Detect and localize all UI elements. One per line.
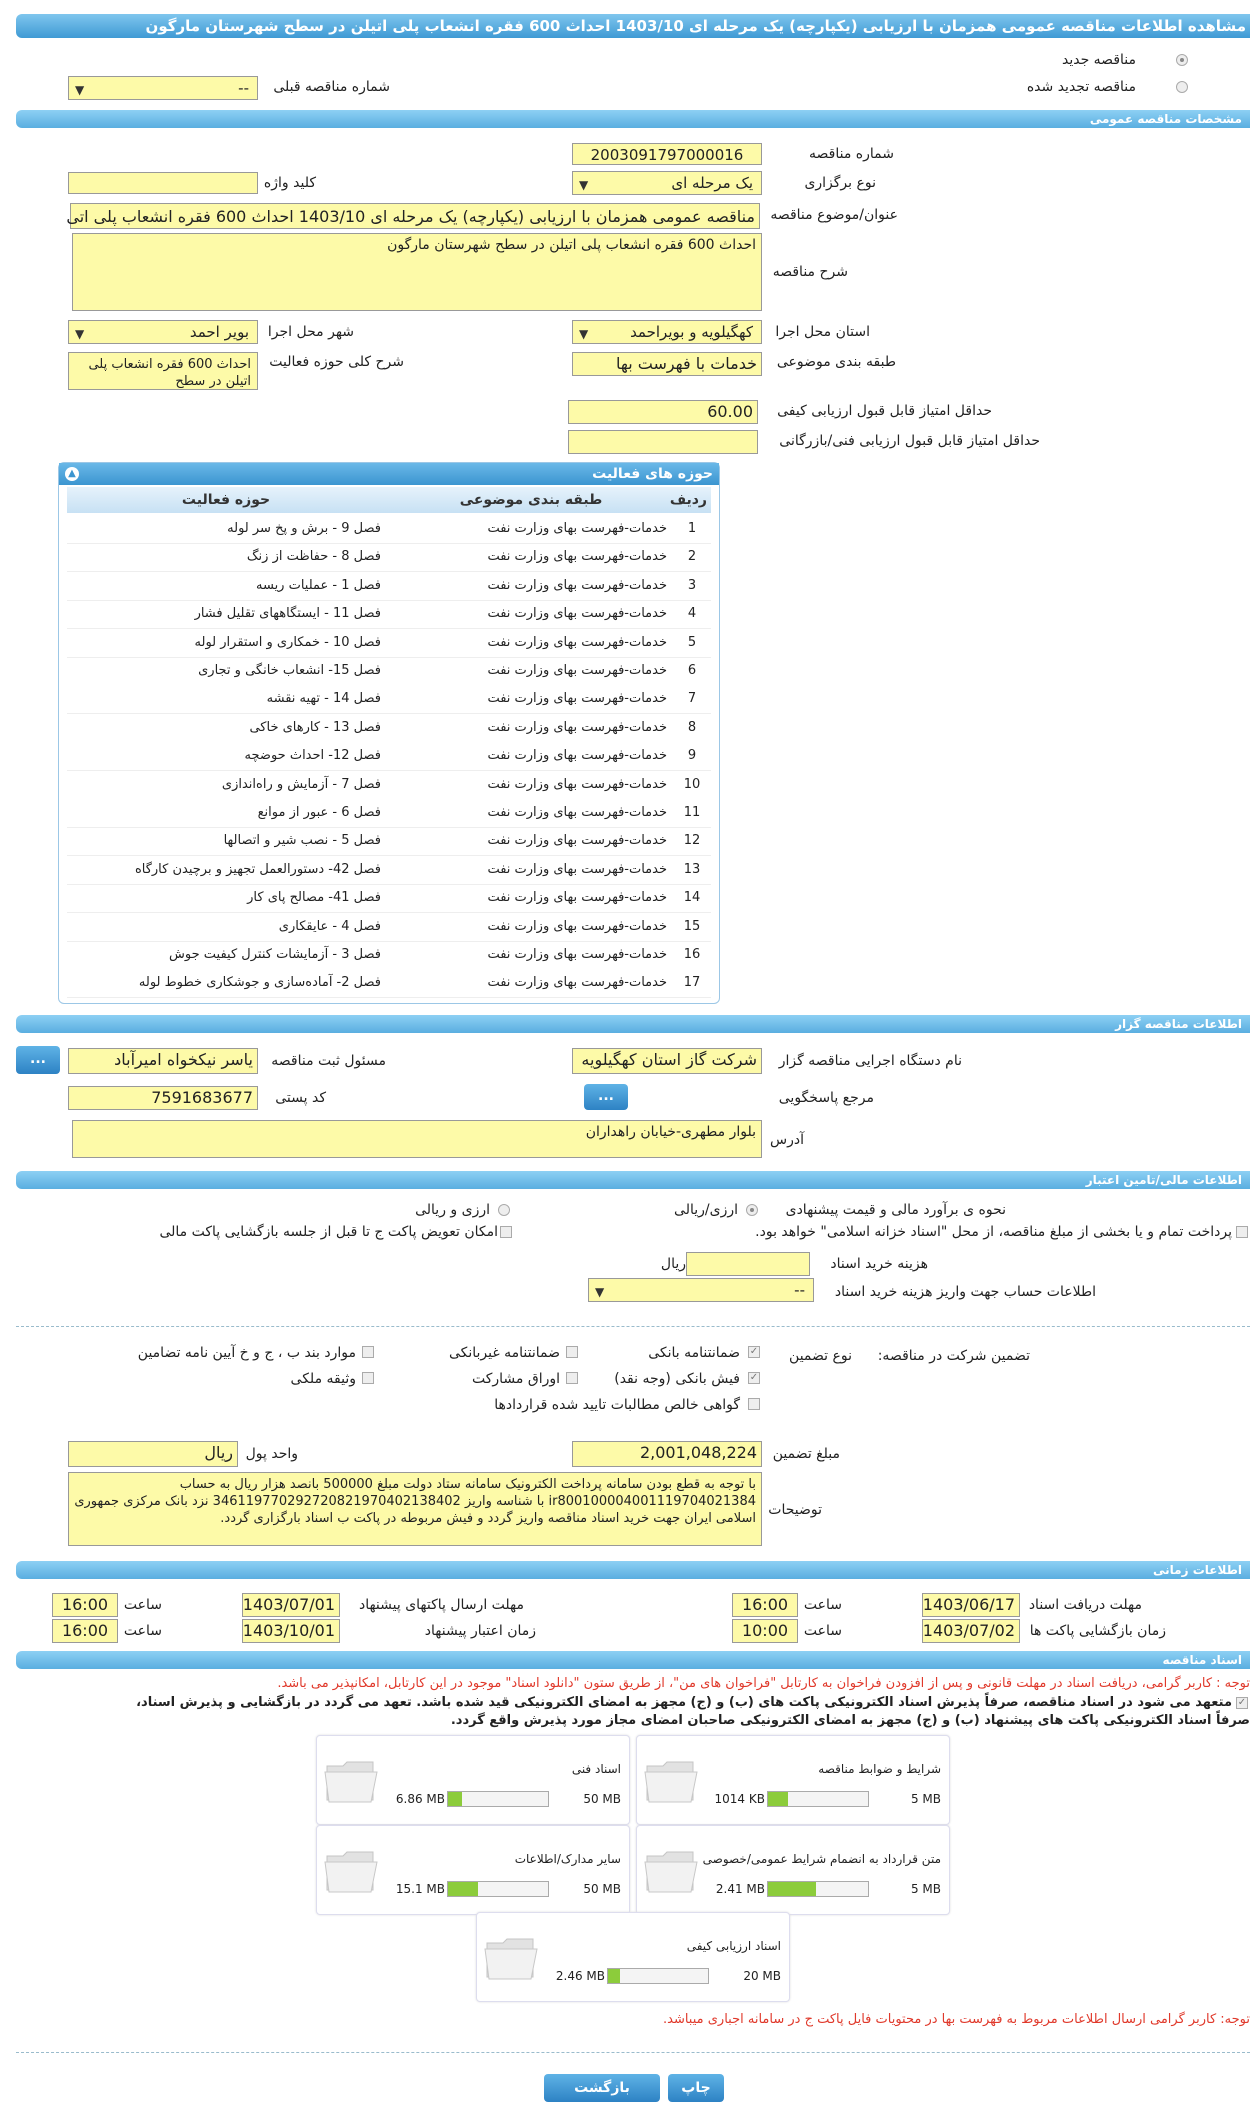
- row-category: خدمات-فهرست بهای وزارت نفت: [487, 776, 667, 792]
- back-button[interactable]: بازگشت: [544, 2074, 660, 2102]
- row-number: 2: [687, 549, 697, 565]
- amount-label: مبلغ تضمین: [772, 1446, 840, 1462]
- table-row: [67, 941, 711, 970]
- renewed-tender-radio[interactable]: [1176, 81, 1188, 93]
- new-tender-label: مناقصه جدید: [1061, 52, 1136, 68]
- doc-file-name: شرایط و ضوابط مناقصه: [818, 1762, 941, 1776]
- activity-grid-header: حوزه های فعالیت ▲: [59, 463, 719, 485]
- doc-file-max-size: 50 MB: [583, 1882, 621, 1896]
- chevron-down-icon: ▼: [75, 327, 85, 341]
- row-scope: فصل 42- دستورالعمل تجهیز و برچیدن کارگاه: [134, 861, 381, 877]
- table-row: [67, 969, 711, 998]
- subject-field[interactable]: مناقصه عمومی همزمان با ارزیابی (یکپارچه) یک مرحله ای 1403/10 احداث 600 فقره انشعاب پلی اتی: [70, 203, 760, 229]
- row-category: خدمات-فهرست بهای وزارت نفت: [487, 918, 667, 934]
- receive-date-field: 1403/06/17: [922, 1593, 1020, 1617]
- subject-label: عنوان/موضوع مناقصه: [770, 207, 898, 223]
- registrar-label: مسئول ثبت مناقصه: [271, 1053, 386, 1069]
- submit-label: مهلت ارسال پاکتهای پیشنهاد: [358, 1597, 524, 1613]
- g-cash-label: فیش بانکی (وجه نقد): [614, 1371, 740, 1387]
- row-number: 11: [683, 805, 701, 820]
- doc-file-progress: [767, 1881, 869, 1897]
- section-time: اطلاعات زمانی: [16, 1561, 1250, 1579]
- table-row: [67, 799, 711, 828]
- doc-file-name: اسناد ارزیابی کیفی: [686, 1939, 781, 1953]
- ref-lookup-button[interactable]: ...: [584, 1084, 628, 1110]
- g-claims-checkbox: [748, 1398, 760, 1410]
- row-number: 12: [683, 833, 701, 849]
- table-row: [67, 657, 711, 686]
- doc-file-card[interactable]: [636, 1735, 950, 1825]
- prev-number-select[interactable]: -- ▼: [68, 76, 258, 100]
- submit-time-field: 16:00: [52, 1593, 118, 1617]
- docs-note-1: توجه : کاربر گرامی، دریافت اسناد در مهلت قانونی و پس از افزودن فراخوان به کارتابل "فراخوان های من"، از طریق ستون "دانلود اسناد" موجود در این کارتابل، امکانپذیر می باشد.: [277, 1676, 1250, 1691]
- scope-label: شرح کلی حوزه فعالیت: [269, 354, 404, 370]
- section-organizer: اطلاعات مناقصه گزار: [16, 1015, 1250, 1033]
- row-category: خدمات-فهرست بهای وزارت نفت: [487, 606, 667, 622]
- docs-note-2: توجه: کاربر گرامی ارسال اطلاعات مربوط به فهرست بها در محتویات فایل پاکت ج در سامانه اجباری میباشد.: [663, 2012, 1250, 2027]
- row-number: 10: [683, 776, 701, 792]
- estimate-rial-radio[interactable]: [746, 1204, 758, 1216]
- table-row: [67, 572, 711, 601]
- row-number: 9: [687, 748, 697, 764]
- col-scope: حوزه فعالیت: [181, 492, 271, 508]
- swap-text: امکان تعویض پاکت ج تا قبل از جلسه بازگشایی پاکت مالی: [159, 1224, 498, 1240]
- city-label: شهر محل اجرا: [267, 324, 354, 340]
- doc-file-size: 1014 KB: [714, 1792, 765, 1806]
- row-category: خدمات-فهرست بهای وزارت نفت: [487, 805, 667, 820]
- g-bank-checkbox: ✓: [749, 1346, 759, 1357]
- min-quality-field: 60.00: [568, 400, 758, 424]
- commit-text-1: متعهد می شود در اسناد مناقصه، صرفاً پذیرش اسناد الکترونیکی پاکت های (ب) و (ج) مجهز به امضای الکترونیکی قید شده باشد. تعهد می گردد در بازگشایی و پذیرش اسناد،: [136, 1695, 1232, 1710]
- keyword-label: کلید واژه: [263, 175, 316, 191]
- folder-icon: [323, 1754, 379, 1806]
- folder-icon: [483, 1931, 539, 1983]
- treasury-checkbox[interactable]: [1236, 1226, 1248, 1238]
- doc-file-card[interactable]: [636, 1825, 950, 1915]
- row-number: 8: [687, 719, 697, 735]
- receive-time-field: 16:00: [732, 1593, 798, 1617]
- prev-number-label: شماره مناقصه قبلی: [273, 79, 390, 95]
- registrar-field: یاسر نیکخواه امیرآباد: [68, 1048, 258, 1074]
- keyword-field[interactable]: [68, 172, 258, 194]
- registrar-lookup-button[interactable]: ...: [16, 1046, 60, 1074]
- chevron-down-icon: ▼: [595, 1285, 605, 1299]
- doc-cost-field: [686, 1252, 810, 1276]
- min-tech-field: [568, 430, 758, 454]
- category-label: طبقه بندی موضوعی: [776, 354, 896, 370]
- valid-label: زمان اعتبار پیشنهاد: [424, 1623, 536, 1639]
- row-category: خدمات-فهرست بهای وزارت نفت: [487, 719, 667, 735]
- swap-checkbox[interactable]: [500, 1226, 512, 1238]
- col-row: ردیف: [669, 492, 707, 508]
- page-title: مشاهده اطلاعات مناقصه عمومی همزمان با ارزیابی (یکپارچه) یک مرحله ای 1403/10 احداث 600 فقره انشعاب پلی اتیلن در سطح شهرستان مارگون: [16, 14, 1250, 38]
- open-time-label: ساعت: [803, 1623, 842, 1639]
- doc-file-card[interactable]: [316, 1825, 630, 1915]
- table-row: [67, 629, 711, 658]
- g-property-checkbox: [362, 1372, 374, 1384]
- valid-date-field: 1403/10/01: [242, 1619, 340, 1643]
- g-bonds-checkbox: [566, 1372, 578, 1384]
- ref-label: مرجع پاسخگویی: [778, 1090, 874, 1106]
- account-label: اطلاعات حساب جهت واریز هزینه خرید اسناد: [834, 1284, 1096, 1300]
- g-nonbank-checkbox: [566, 1346, 578, 1358]
- currency-field: ریال: [68, 1441, 238, 1467]
- chevron-down-icon: ▼: [579, 178, 589, 192]
- g-property-label: وثیقه ملکی: [290, 1371, 356, 1387]
- desc-field[interactable]: احداث 600 فقره انشعاب پلی اتیلن در سطح شهرستان مارگون: [72, 233, 762, 311]
- renewed-tender-label: مناقصه تجدید شده: [1026, 79, 1136, 95]
- row-category: خدمات-فهرست بهای وزارت نفت: [487, 975, 667, 991]
- row-number: 4: [687, 606, 697, 622]
- print-button[interactable]: چاپ: [668, 2074, 724, 2102]
- row-category: خدمات-فهرست بهای وزارت نفت: [487, 634, 667, 650]
- row-category: خدمات-فهرست بهای وزارت نفت: [487, 947, 667, 962]
- row-category: خدمات-فهرست بهای وزارت نفت: [487, 663, 667, 678]
- doc-file-progress: [447, 1881, 549, 1897]
- g-nonbank-label: ضمانتنامه غیربانکی: [448, 1345, 560, 1361]
- doc-file-max-size: 5 MB: [910, 1792, 941, 1806]
- submit-time-label: ساعت: [123, 1597, 162, 1613]
- row-number: 5: [687, 634, 697, 650]
- notes-label: توضیحات: [768, 1502, 822, 1518]
- row-scope: فصل 2- آمادەسازی و جوشکاری خطوط لوله: [138, 975, 381, 991]
- min-quality-label: حداقل امتیاز قابل قبول ارزیابی کیفی: [777, 403, 992, 419]
- divider: [16, 2052, 1250, 2053]
- row-category: خدمات-فهرست بهای وزارت نفت: [487, 577, 667, 593]
- table-row: [67, 884, 711, 913]
- row-category: خدمات-فهرست بهای وزارت نفت: [487, 861, 667, 877]
- row-number: 14: [683, 890, 701, 906]
- estimate-currency-label: ارزی و ریالی: [415, 1202, 490, 1218]
- postal-field: 7591683677: [68, 1086, 258, 1110]
- divider: [16, 1326, 1250, 1327]
- table-row: [67, 742, 711, 771]
- g-clauses-label: موارد بند ب ، ج و خ آیین نامه تضامین: [137, 1345, 356, 1361]
- number-label: شماره مناقصه: [809, 146, 894, 162]
- table-row: [67, 600, 711, 629]
- g-claims-label: گواهی خالص مطالبات تایید شده قراردادها: [494, 1397, 740, 1413]
- estimate-rial-label: ارزی/ریالی: [674, 1202, 738, 1218]
- row-number: 1: [687, 521, 697, 536]
- commit-checkbox: ✓: [1237, 1697, 1247, 1708]
- g-clauses-checkbox: [362, 1346, 374, 1358]
- table-row: [67, 913, 711, 942]
- row-number: 3: [687, 577, 697, 593]
- open-date-field: 1403/07/02: [922, 1619, 1020, 1643]
- row-category: خدمات-فهرست بهای وزارت نفت: [487, 748, 667, 764]
- row-scope: فصل 11 - ایستگاههای تقلیل فشار: [194, 606, 381, 622]
- table-row: [67, 543, 711, 572]
- row-scope: فصل 15- انشعاب خانگی و تجاری: [198, 663, 381, 678]
- amount-field: 2,001,048,224: [572, 1441, 762, 1467]
- table-row: [67, 685, 711, 714]
- row-number: 7: [687, 691, 697, 707]
- row-scope: فصل 13 - کارهای خاکی: [249, 719, 381, 735]
- activity-grid: [58, 462, 720, 1004]
- doc-file-name: سایر مدارک/اطلاعات: [514, 1852, 621, 1866]
- province-select[interactable]: کهگیلویه و بویراحمد ▼: [572, 320, 762, 344]
- scope-field[interactable]: احداث 600 فقره انشعاب پلی اتیلن در سطح: [68, 352, 258, 390]
- table-row: [67, 856, 711, 885]
- doc-file-card[interactable]: [316, 1735, 630, 1825]
- postal-label: کد پستی: [275, 1090, 326, 1106]
- g-bonds-label: اوراق مشارکت: [471, 1371, 560, 1387]
- doc-file-max-size: 50 MB: [583, 1792, 621, 1806]
- row-scope: فصل 10 - خمکاری و استقرار لوله: [194, 634, 381, 650]
- row-scope: فصل 5 - نصب شیر و اتصالها: [223, 833, 381, 849]
- doc-file-name: اسناد فنی: [571, 1762, 621, 1776]
- submit-date-field: 1403/07/01: [242, 1593, 340, 1617]
- row-category: خدمات-فهرست بهای وزارت نفت: [487, 833, 667, 849]
- valid-time-field: 16:00: [52, 1619, 118, 1643]
- activity-grid-columns: [67, 487, 711, 513]
- doc-file-max-size: 20 MB: [743, 1969, 781, 1983]
- row-scope: فصل 12- احداث حوضچه: [244, 748, 381, 764]
- g-cash-checkbox: ✓: [749, 1372, 759, 1383]
- new-tender-radio[interactable]: [1176, 54, 1188, 66]
- doc-file-name: متن قرارداد به انضمام شرایط عمومی/خصوصی: [702, 1852, 941, 1866]
- row-category: خدمات-فهرست بهای وزارت نفت: [487, 549, 667, 565]
- province-label: استان محل اجرا: [775, 324, 870, 340]
- row-category: خدمات-فهرست بهای وزارت نفت: [487, 890, 667, 906]
- guarantee-label: تضمین شرکت در مناقصه:: [877, 1348, 1030, 1364]
- doc-cost-label: هزینه خرید اسناد: [830, 1256, 928, 1272]
- open-time-field: 10:00: [732, 1619, 798, 1643]
- row-number: 15: [683, 918, 701, 934]
- row-number: 17: [683, 975, 701, 991]
- org-field: شرکت گاز استان کهگیلویه: [572, 1048, 762, 1074]
- valid-time-label: ساعت: [123, 1623, 162, 1639]
- row-number: 16: [683, 947, 701, 962]
- row-scope: فصل 9 - برش و پخ سر لوله: [227, 521, 381, 536]
- city-select[interactable]: بویر احمد ▼: [68, 320, 258, 344]
- row-scope: فصل 8 - حفاظت از زنگ: [246, 549, 381, 565]
- doc-file-size: 2.41 MB: [715, 1882, 765, 1896]
- account-select[interactable]: -- ▼: [588, 1278, 814, 1302]
- desc-label: شرح مناقصه: [772, 264, 848, 280]
- commit-text-2: صرفاً اسناد الکترونیکی پاکت های پیشنهاد (ب) و (ج) مجهز به امضای الکترونیکی صاحبان امضای مجاز مورد پذیرش واقع گردد.: [450, 1713, 1250, 1728]
- receive-label: مهلت دریافت اسناد: [1028, 1597, 1142, 1613]
- treasury-text: پرداخت تمام و یا بخشی از مبلغ مناقصه، از محل "اسناد خزانه اسلامی" خواهد بود.: [755, 1224, 1232, 1240]
- row-number: 13: [683, 861, 701, 877]
- row-scope: فصل 4 - عایقکاری: [278, 918, 381, 934]
- section-general: مشخصات مناقصه عمومی: [16, 110, 1250, 128]
- open-label: زمان بازگشایی پاکت ها: [1029, 1623, 1166, 1639]
- currency-label: واحد پول: [245, 1446, 298, 1462]
- row-scope: فصل 6 - عبور از موانع: [257, 805, 381, 820]
- row-scope: فصل 7 - آزمایش و راه‌اندازی: [221, 776, 381, 792]
- address-field: بلوار مطهری-خیابان راهداران: [72, 1120, 762, 1158]
- type-select[interactable]: یک مرحله ای ▼: [572, 171, 762, 195]
- row-scope: فصل 1 - عملیات ریسه: [256, 577, 381, 593]
- doc-file-size: 2.46 MB: [555, 1969, 605, 1983]
- doc-file-progress: [767, 1791, 869, 1807]
- row-scope: فصل 14 - تهیه نقشه: [266, 691, 381, 707]
- doc-file-progress: [447, 1791, 549, 1807]
- doc-file-card[interactable]: [476, 1912, 790, 2002]
- doc-file-max-size: 5 MB: [910, 1882, 941, 1896]
- chevron-down-icon: ▼: [75, 83, 85, 97]
- number-field: 2003091797000016: [572, 143, 762, 165]
- row-number: 6: [687, 663, 697, 678]
- estimate-currency-radio[interactable]: [498, 1204, 510, 1216]
- category-field: خدمات با فهرست بها: [572, 352, 762, 376]
- chevron-down-icon: ▼: [579, 327, 589, 341]
- table-row: [67, 771, 711, 800]
- address-label: آدرس: [770, 1132, 804, 1148]
- min-tech-label: حداقل امتیاز قابل قبول ارزیابی فنی/بازرگانی: [779, 433, 1040, 449]
- table-row: [67, 714, 711, 743]
- receive-time-label: ساعت: [803, 1597, 842, 1613]
- table-row: [67, 827, 711, 856]
- table-row: [67, 515, 711, 544]
- estimate-label: نحوه ی برآورد مالی و قیمت پیشنهادی: [785, 1202, 1006, 1218]
- folder-icon: [643, 1844, 699, 1896]
- col-category: طبقه بندی موضوعی: [459, 492, 603, 508]
- collapse-icon[interactable]: ▲: [65, 467, 79, 481]
- notes-field: با توجه به قطع بودن سامانه پرداخت الکترونیک سامانه ستاد دولت مبلغ 500000 بانصد هزار ریال به حساب ir800100004001119704021384 با شناسه واریز 346119770292720821970402138402 نزد بانک مرکزی جمهوری اسلامی ایران جهت خرید اسناد مناقصه واریز گردد و فیش مربوطه در پاکت ب اسناد بارگزاری گردد.: [68, 1472, 762, 1546]
- org-label: نام دستگاه اجرایی مناقصه گزار: [778, 1053, 962, 1069]
- doc-file-progress: [607, 1968, 709, 1984]
- row-scope: فصل 3 - آزمایشات کنترل کیفیت جوش: [169, 947, 381, 962]
- row-scope: فصل 41- مصالح پای کار: [247, 890, 381, 906]
- section-finance: اطلاعات مالی/تامین اعتبار: [16, 1171, 1250, 1189]
- guarantee-type-label: نوع تضمین: [789, 1348, 852, 1364]
- folder-icon: [323, 1844, 379, 1896]
- row-category: خدمات-فهرست بهای وزارت نفت: [487, 521, 667, 536]
- row-category: خدمات-فهرست بهای وزارت نفت: [487, 691, 667, 707]
- type-label: نوع برگزاری: [804, 175, 876, 191]
- section-docs: اسناد مناقصه: [16, 1651, 1250, 1669]
- doc-cost-unit: ریال: [660, 1256, 686, 1272]
- g-bank-label: ضمانتنامه بانکی: [648, 1345, 740, 1361]
- doc-file-size: 15.1 MB: [395, 1882, 445, 1896]
- folder-icon: [643, 1754, 699, 1806]
- doc-file-size: 6.86 MB: [395, 1792, 445, 1806]
